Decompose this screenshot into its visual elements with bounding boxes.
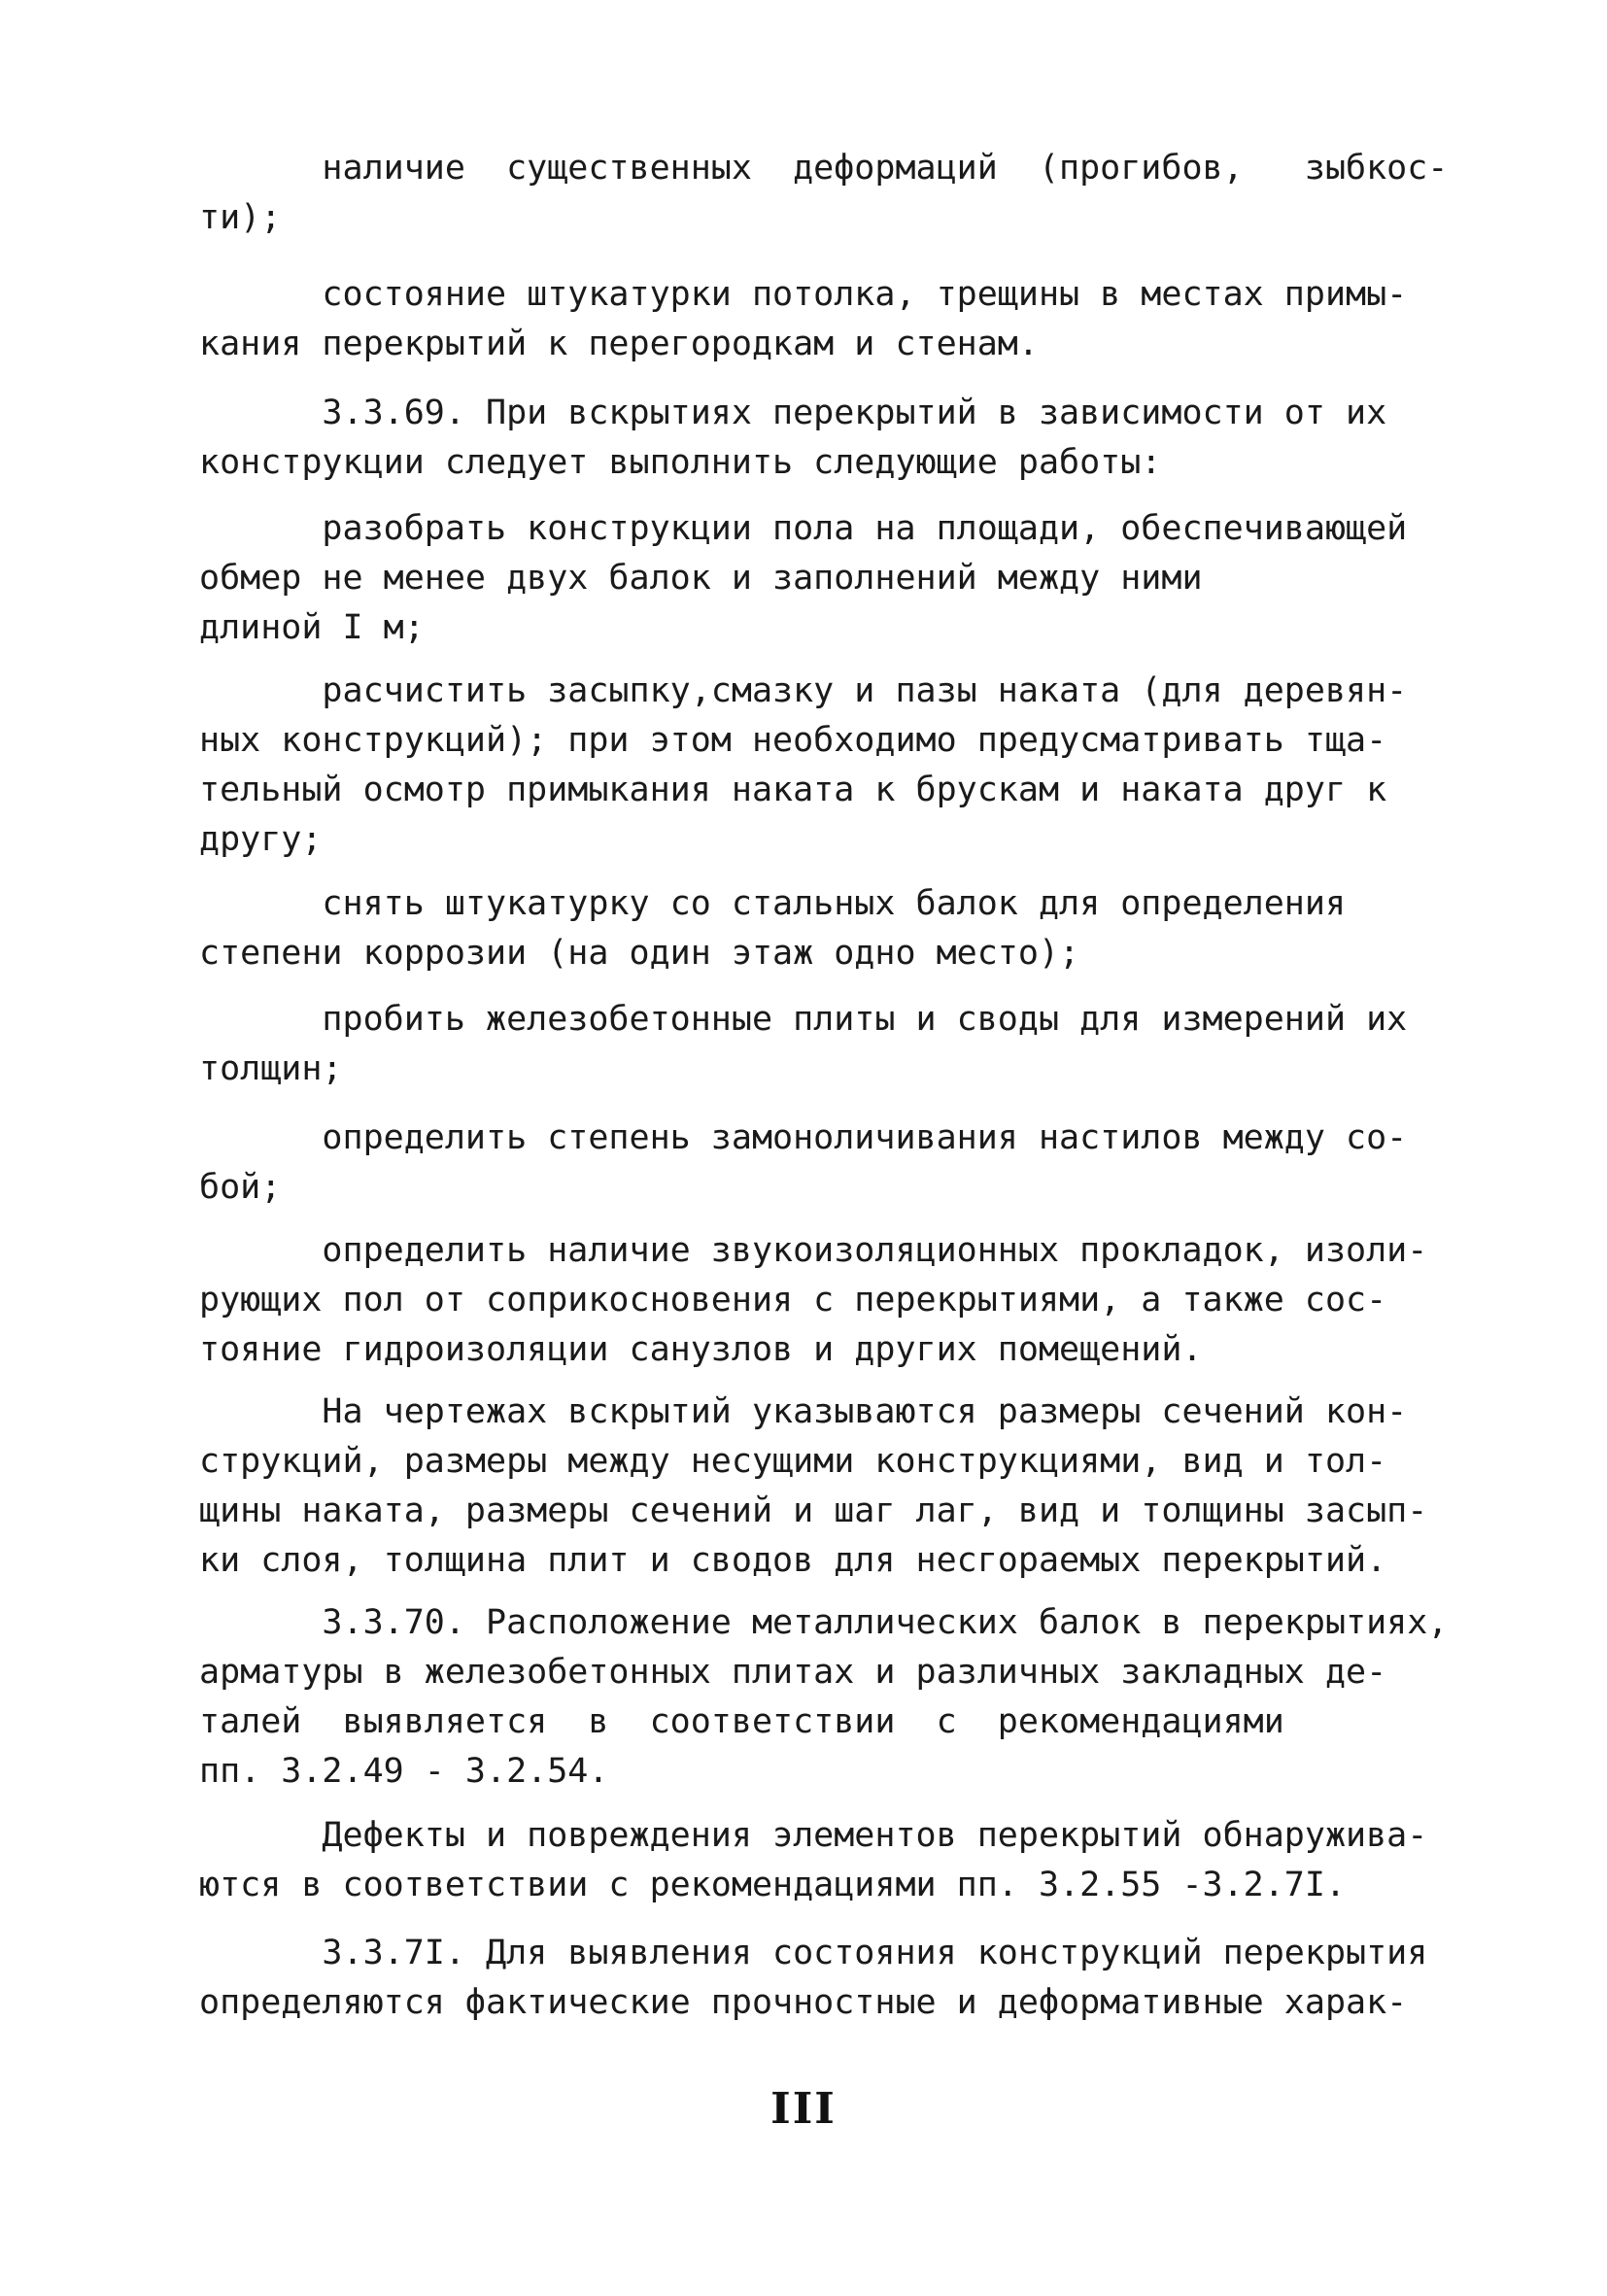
text-line: На чертежах вскрытий указываются размеры сечений кон- (199, 1392, 1408, 1431)
text-line: тельный осмотр примыкания наката к брускам и наката друг к (199, 771, 1387, 809)
text-line: ки слоя, толщина плит и сводов для несгораемых перекрытий. (199, 1541, 1387, 1580)
paragraph-plaster-state (199, 270, 1408, 369)
text-line: степени коррозии (на один этаж одно место); (199, 934, 1080, 973)
text-line: пп. 3.2.49 - 3.2.54. (199, 1752, 609, 1791)
text-line: другу; (199, 820, 323, 859)
text-line: определяются фактические прочностные и деформативные харак- (199, 1983, 1408, 2022)
paragraph-remove-plaster (199, 879, 1385, 978)
text-line: кания перекрытий к перегородкам и стенам. (199, 325, 1039, 363)
paragraph-3-3-69 (199, 389, 1385, 488)
text-line: толщин; (199, 1049, 343, 1088)
paragraph-clean-backfill (199, 667, 1408, 865)
paragraph-monolithing (199, 1114, 1408, 1213)
text-line: расчистить засыпку,смазку и пазы наката (для деревян- (199, 671, 1408, 710)
text-line: определить наличие звукоизоляционных прокладок, изоли- (199, 1231, 1428, 1270)
page-number: III (770, 2084, 837, 2134)
text-line: тояние гидроизоляции санузлов и других помещений. (199, 1330, 1203, 1369)
text-line: ных конструкций); при этом необходимо предусматривать тща- (199, 721, 1387, 760)
text-line: обмер не менее двух балок и заполнений между ними (199, 559, 1203, 598)
text-line: бой; (199, 1168, 282, 1207)
text-line: талей выявляется в соответствии с рекомендациями (199, 1702, 1284, 1741)
text-line: струкций, размеры между несущими конструкциями, вид и тол- (199, 1442, 1387, 1481)
text-line: 3.3.7I. Для выявления состояния конструкций перекрытия (199, 1934, 1428, 1972)
text-line: арматуры в железобетонных плитах и различных закладных де- (199, 1653, 1387, 1692)
text-line: 3.3.70. Расположение металлических балок в перекрытиях, (199, 1603, 1449, 1642)
paragraph-3-3-71 (199, 1929, 1428, 2028)
paragraph-defects (199, 1811, 1428, 1910)
paragraph-deformations (199, 144, 1449, 243)
text-line: 3.3.69. При вскрытиях перекрытий в зависимости от их (199, 394, 1387, 432)
paragraph-drawings (199, 1388, 1428, 1586)
text-line: щины наката, размеры сечений и шаг лаг, вид и толщины засып- (199, 1491, 1428, 1530)
text-line: Дефекты и повреждения элементов перекрытий обнаружива- (199, 1816, 1428, 1855)
text-line: ются в соответствии с рекомендациями пп. 3.2.55 -3.2.7I. (199, 1866, 1347, 1904)
paragraph-pierce-slabs (199, 995, 1408, 1094)
text-line: наличие существенных деформаций (прогибов, зыбкос- (199, 149, 1449, 188)
paragraph-3-3-70 (199, 1598, 1449, 1797)
text-line: разобрать конструкции пола на площади, обеспечивающей (199, 509, 1408, 548)
text-line: пробить железобетонные плиты и своды для измерений их (199, 1000, 1408, 1039)
text-line: снять штукатурку со стальных балок для определения (199, 884, 1347, 923)
text-line: длиной I м; (199, 608, 425, 647)
text-line: конструкции следует выполнить следующие работы: (199, 443, 1162, 482)
text-line: рующих пол от соприкосновения с перекрытиями, а также сос- (199, 1281, 1387, 1319)
paragraph-sound-insulation (199, 1226, 1428, 1375)
paragraph-floor-disassembly (199, 504, 1408, 653)
text-line: определить степень замоноличивания настилов между со- (199, 1118, 1408, 1157)
text-line: ти); (199, 198, 282, 237)
text-line: состояние штукатурки потолка, трещины в местах примы- (199, 275, 1408, 314)
